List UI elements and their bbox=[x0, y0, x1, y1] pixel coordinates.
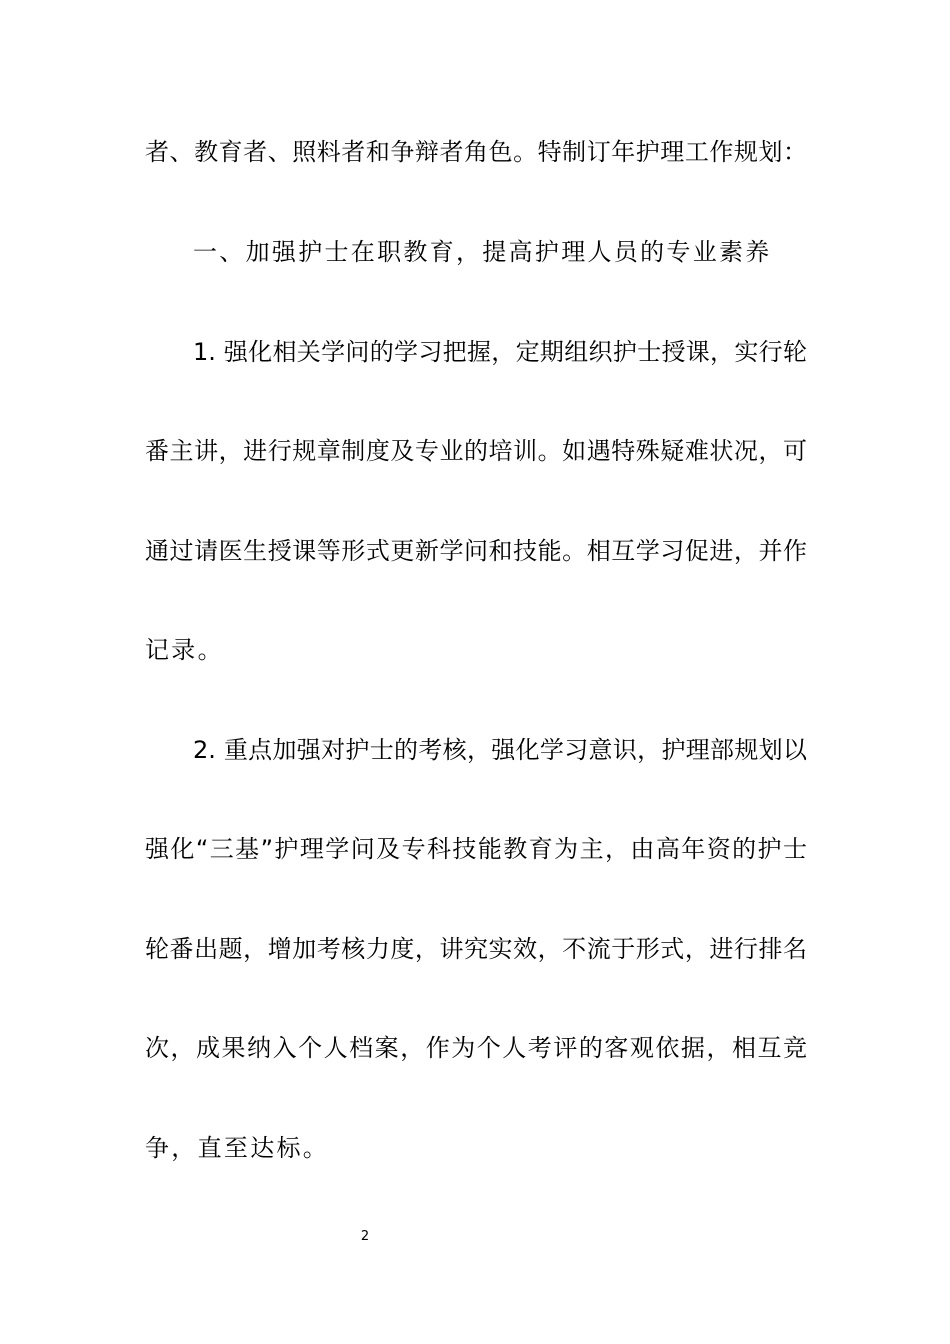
body-text-line: 1. 强化相关学问的学习把握，定期组织护士授课，实行轮 bbox=[193, 338, 807, 366]
body-text-line: 记录。 bbox=[145, 636, 224, 664]
body-text-line: 强化“三基”护理学问及专科技能教育为主，由高年资的护士 bbox=[145, 835, 807, 863]
section-heading: 一、加强护士在职教育，提高护理人员的专业素养 bbox=[193, 238, 772, 266]
body-text-line: 轮番出题，增加考核力度，讲究实效，不流于形式，进行排名 bbox=[145, 935, 807, 963]
page-number: 2 bbox=[360, 1229, 370, 1244]
body-text-line: 通过请医生授课等形式更新学问和技能。相互学习促进，并作 bbox=[145, 537, 807, 565]
body-text-line: 番主讲，进行规章制度及专业的培训。如遇特殊疑难状况，可 bbox=[145, 437, 807, 465]
body-text-line: 次，成果纳入个人档案，作为个人考评的客观依据，相互竞 bbox=[145, 1034, 807, 1062]
body-text-line: 者、教育者、照料者和争辩者角色。特制订年护理工作规划： bbox=[145, 138, 807, 166]
body-text-line: 争，直至达标。 bbox=[145, 1134, 330, 1162]
body-text-line: 2. 重点加强对护士的考核，强化学习意识，护理部规划以 bbox=[193, 736, 807, 764]
